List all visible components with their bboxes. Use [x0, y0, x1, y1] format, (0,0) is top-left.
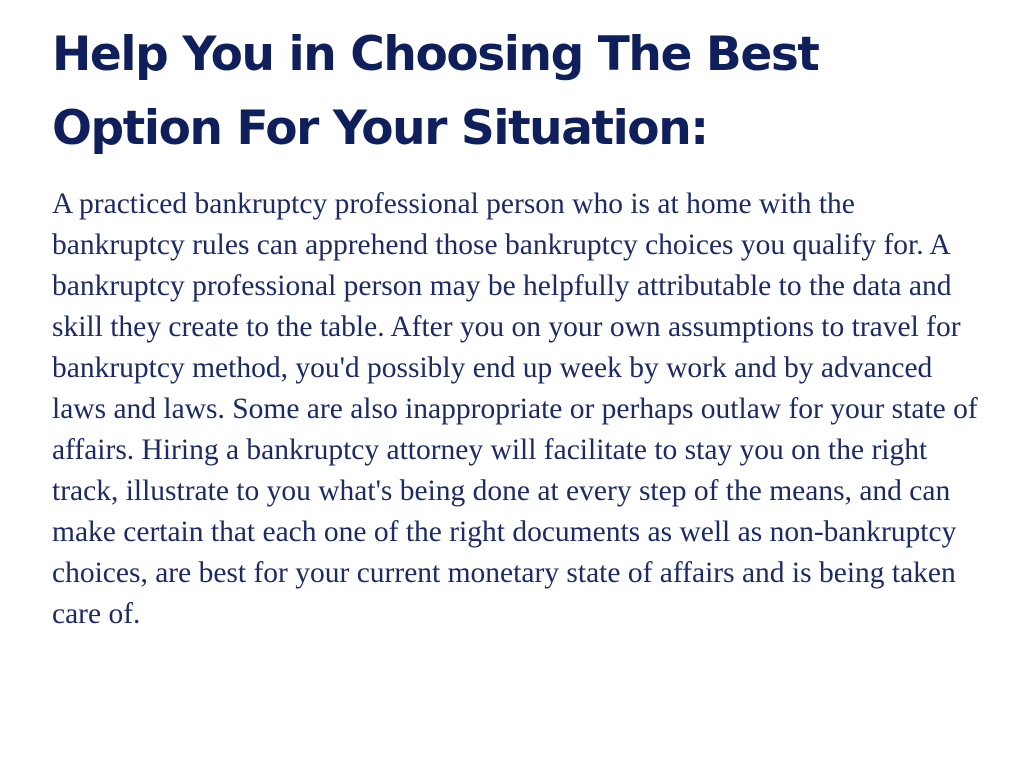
slide-title: Help You in Choosing The Best Option For Your Situation: — [52, 27, 819, 156]
slide-body-text: A practiced bankruptcy professional person who is at home with the bankruptcy rules can apprehend those bankruptcy choices you qualify for. A bankruptcy professional person may be helpfully attributable to the data and skill they create to the table. After you on your own assumptions to travel for bankruptcy method, you'd possibly end up week by work and by advanced laws and laws. Some are also inappropriate or perhaps outlaw for your state of affairs. Hiring a bankruptcy attorney will facilitate to stay you on the right track, illustrate to you what's being done at every step of the means, and can make certain that each one of the right documents as well as non-bankruptcy choices, are best for your current monetary state of affairs and is being taken care of. — [52, 188, 978, 630]
